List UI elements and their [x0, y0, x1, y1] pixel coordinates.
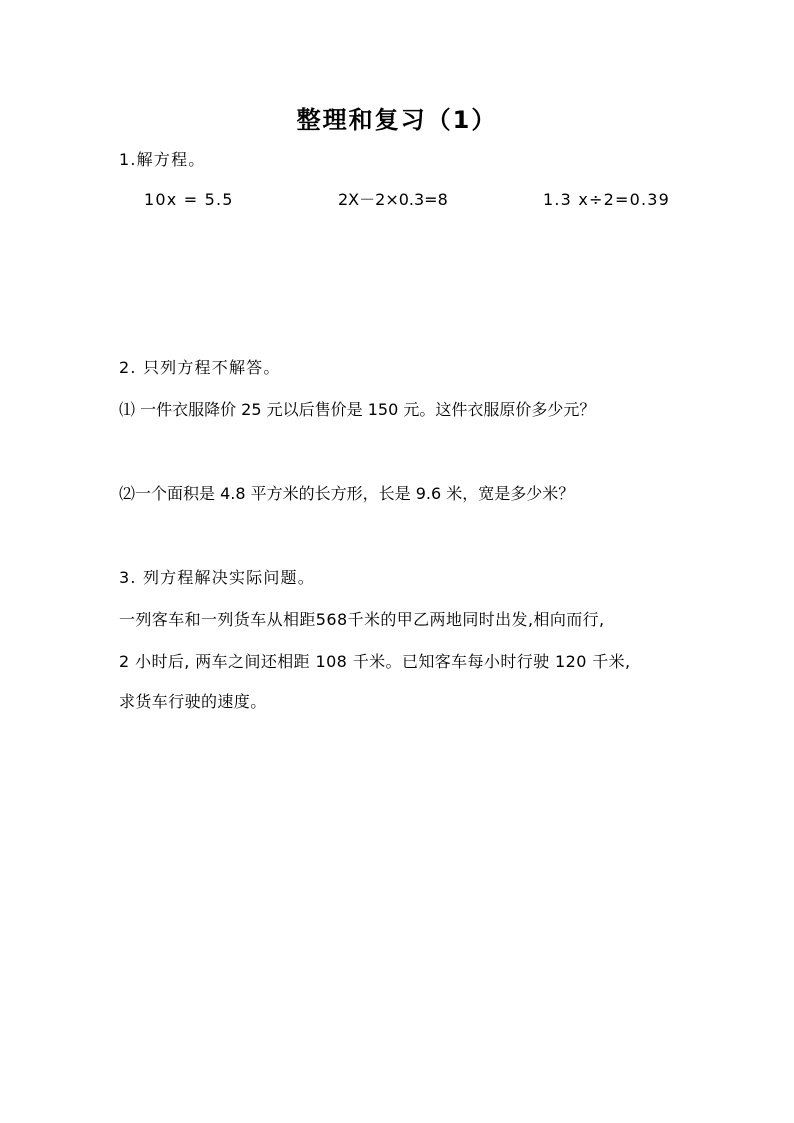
problem-line-2: 2 小时后, 两车之间还相距 108 千米。已知客车每小时行驶 120 千米,	[119, 652, 631, 671]
section-3-heading: 3. 列方程解决实际问题。	[119, 568, 315, 587]
equation-1: 10x = 5.5	[144, 190, 234, 209]
problem-line-1: 一列客车和一列货车从相距568千米的甲乙两地同时出发,相向而行,	[119, 610, 605, 629]
section-2-heading: 2. 只列方程不解答。	[119, 358, 281, 377]
question-2-1: ⑴ 一件衣服降价 25 元以后售价是 150 元。这件衣服原价多少元？	[119, 400, 596, 419]
problem-line-3: 求货车行驶的速度。	[119, 692, 267, 711]
page-title: 整理和复习（1）	[296, 106, 498, 134]
equation-2: 2X－2×0.3=8	[338, 190, 448, 209]
section-1-heading: 1.解方程。	[119, 150, 206, 169]
equation-3: 1.3 x÷2=0.39	[543, 190, 671, 209]
question-2-2: ⑵一个面积是 4.8 平方米的长方形，长是 9.6 米，宽是多少米？	[119, 484, 575, 503]
